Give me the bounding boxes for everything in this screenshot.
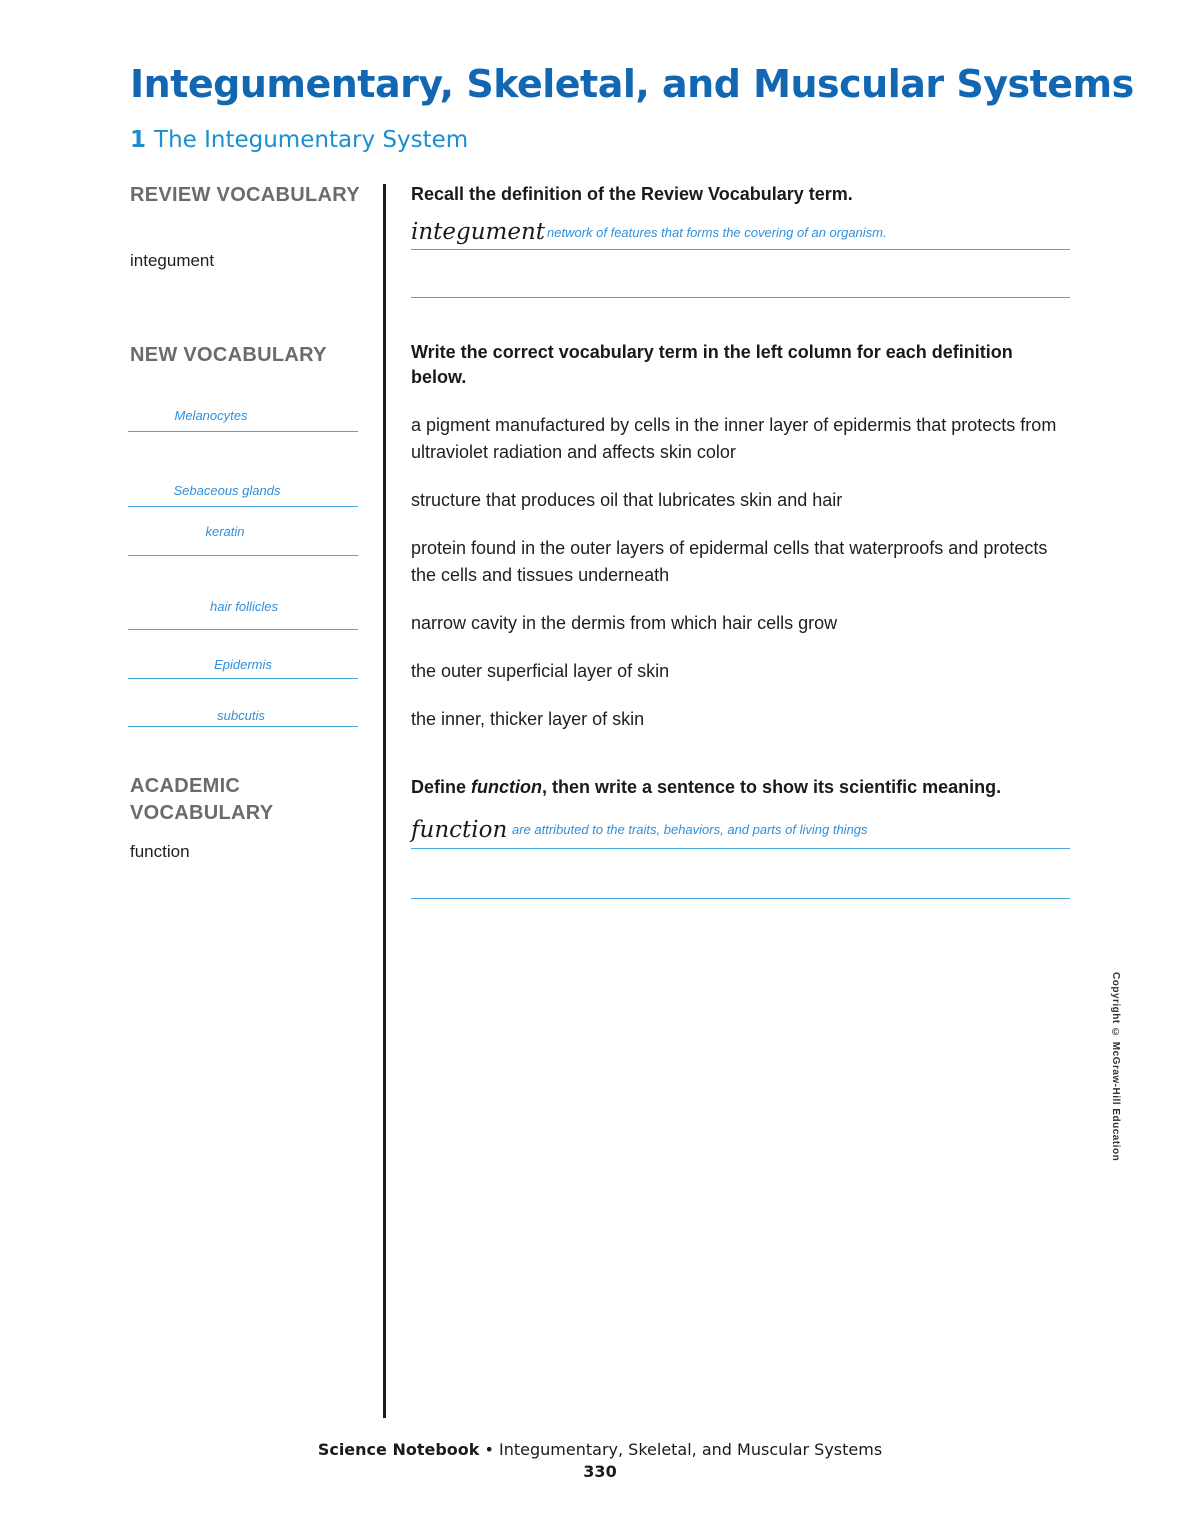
definition-3: protein found in the outer layers of epidermal cells that waterproofs and protects the cells and tissues underneath bbox=[411, 538, 1048, 585]
answer-blank-3[interactable]: keratin bbox=[205, 524, 245, 539]
answer-line-3 bbox=[128, 555, 358, 556]
section-number: 1 bbox=[130, 127, 147, 153]
academic-instruction-suffix: , then write a sentence to show its scientific meaning. bbox=[542, 777, 1002, 797]
academic-instruction-prefix: Define bbox=[411, 777, 472, 797]
answer-blank-5[interactable]: Epidermis bbox=[214, 657, 272, 672]
section-title bbox=[130, 127, 468, 153]
review-vocabulary-term: integument bbox=[130, 251, 215, 270]
academic-instruction bbox=[411, 775, 1091, 800]
answer-line-2 bbox=[128, 506, 358, 507]
section-name: The Integumentary System bbox=[154, 127, 469, 153]
academic-line-2 bbox=[411, 898, 1070, 899]
academic-vocabulary-term: function bbox=[130, 842, 190, 861]
answer-blank-1[interactable]: Melanocytes bbox=[174, 408, 248, 423]
answer-blank-2[interactable]: Sebaceous glands bbox=[173, 483, 281, 498]
definition-6: the inner, thicker layer of skin bbox=[411, 709, 645, 729]
page-number: 330 bbox=[583, 1462, 617, 1481]
definition-4: narrow cavity in the dermis from which hair cells grow bbox=[411, 613, 838, 633]
review-answer[interactable]: network of features that forms the covering of an organism. bbox=[547, 225, 887, 240]
answer-line-1 bbox=[128, 431, 358, 432]
answer-blank-6[interactable]: subcutis bbox=[217, 708, 265, 723]
column-divider bbox=[383, 184, 386, 1418]
review-instruction: Recall the definition of the Review Vocabulary term. bbox=[411, 184, 853, 204]
definition-2: structure that produces oil that lubricates skin and hair bbox=[411, 490, 843, 510]
review-vocabulary-heading: REVIEW VOCABULARY bbox=[130, 184, 360, 206]
review-line-1 bbox=[411, 249, 1070, 250]
new-vocabulary-heading: NEW VOCABULARY bbox=[130, 344, 327, 366]
definition-5: the outer superficial layer of skin bbox=[411, 661, 670, 681]
new-vocab-instruction: Write the correct vocabulary term in the left column for each definition below. bbox=[411, 342, 1013, 387]
academic-answer[interactable]: are attributed to the traits, behaviors, and parts of living things bbox=[512, 822, 868, 837]
page-title: Integumentary, Skeletal, and Muscular Systems bbox=[130, 62, 1134, 106]
copyright-notice: Copyright © McGraw-Hill Education bbox=[1110, 972, 1121, 1162]
academic-line-1 bbox=[411, 848, 1070, 849]
review-line-2 bbox=[411, 297, 1070, 298]
footer-separator: • bbox=[479, 1440, 500, 1459]
academic-handwritten-term: function bbox=[411, 817, 508, 843]
answer-line-5 bbox=[128, 678, 358, 679]
answer-line-6 bbox=[128, 726, 358, 727]
page-footer bbox=[0, 1440, 1200, 1459]
definition-1: a pigment manufactured by cells in the inner layer of epidermis that protects from ultraviolet radiation and affects skin color bbox=[411, 415, 1057, 462]
academic-instruction-term: function bbox=[471, 777, 542, 797]
academic-vocabulary-heading: ACADEMIC VOCABULARY bbox=[130, 775, 274, 824]
answer-blank-4[interactable]: hair follicles bbox=[210, 599, 278, 614]
answer-line-4 bbox=[128, 629, 358, 630]
footer-chapter: Integumentary, Skeletal, and Muscular Systems bbox=[499, 1440, 883, 1459]
review-handwritten-term: integument bbox=[411, 219, 546, 245]
footer-notebook: Science Notebook bbox=[317, 1440, 480, 1459]
